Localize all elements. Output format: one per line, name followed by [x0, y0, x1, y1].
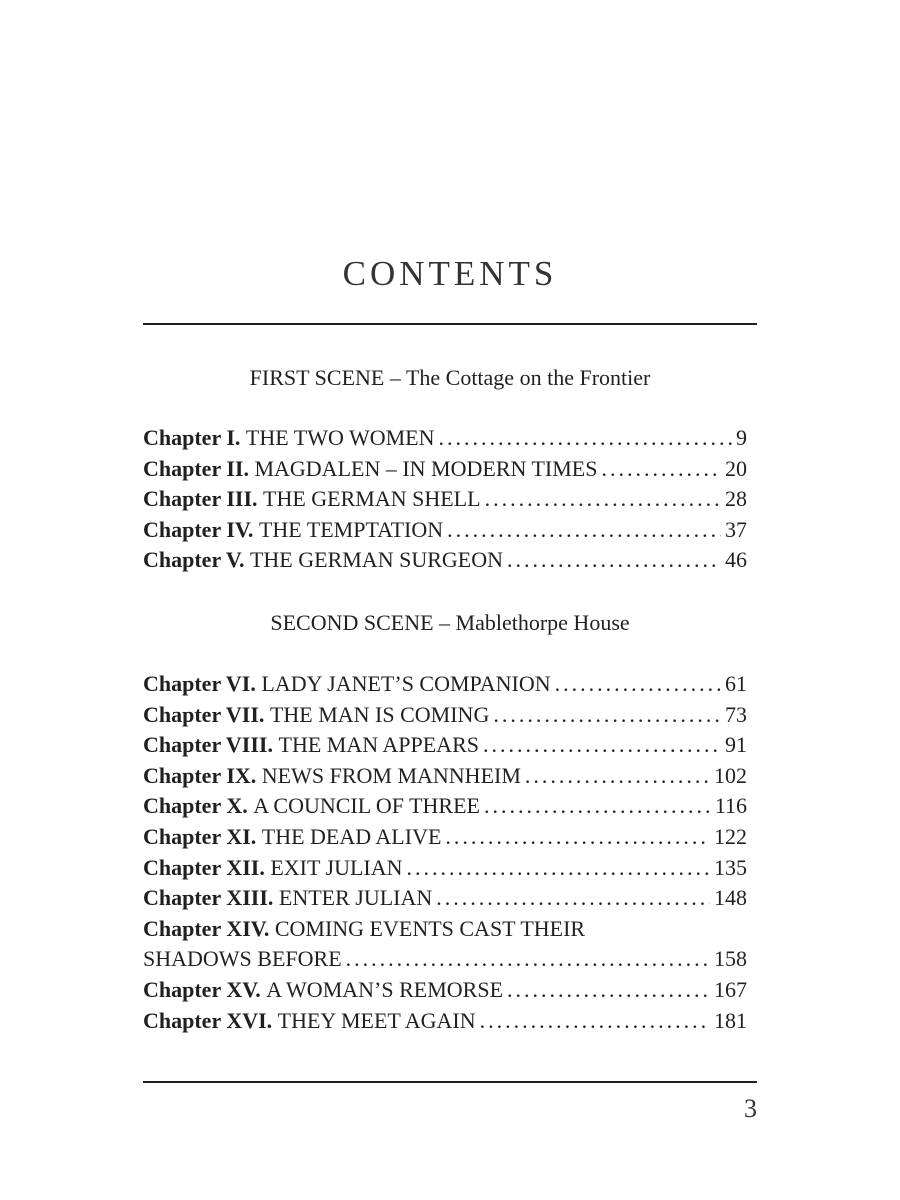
page-number: 158 [714, 946, 747, 972]
chapter-number: Chapter X. [143, 793, 248, 819]
chapter-number: Chapter XII. [143, 854, 265, 880]
page-number: 46 [725, 547, 747, 573]
toc-entry [143, 914, 747, 975]
dot-leader [525, 761, 710, 792]
first-scene-heading: FIRST SCENE – The Cottage on the Frontier [249, 365, 651, 390]
top-rule [143, 323, 757, 325]
chapter-title: MAGDALEN – IN MODERN TIMES [254, 455, 598, 481]
page-title: CONTENTS [342, 254, 558, 293]
chapter-number: Chapter IX. [143, 762, 257, 788]
toc-entry [143, 454, 747, 485]
chapter-title: THE MAN APPEARS [278, 732, 479, 758]
dot-leader [485, 484, 721, 515]
chapter-number: Chapter XIV. [143, 915, 270, 941]
chapter-title: A COUNCIL OF THREE [253, 793, 480, 819]
chapter-title: THE MAN IS COMING [269, 701, 490, 727]
chapter-number: Chapter VIII. [143, 732, 273, 758]
chapter-number: Chapter XV. [143, 976, 261, 1002]
chapter-title: THE GERMAN SURGEON [249, 547, 503, 573]
bottom-rule [143, 1081, 757, 1083]
page-number: 167 [714, 976, 747, 1002]
chapter-number: Chapter V. [143, 547, 245, 573]
dot-leader [507, 545, 721, 576]
chapter-number: Chapter IV. [143, 516, 254, 542]
page-number: 61 [725, 671, 747, 696]
page-number: 20 [725, 455, 747, 481]
dot-leader [483, 730, 721, 761]
chapter-number: Chapter XVI. [143, 1007, 273, 1033]
dot-leader [484, 791, 711, 822]
chapter-number: Chapter I. [143, 425, 241, 450]
page-number: 73 [725, 701, 747, 727]
page-number: 102 [714, 762, 747, 788]
toc-entry [143, 423, 747, 454]
dot-leader [601, 454, 721, 485]
chapter-number: Chapter VI. [143, 671, 256, 696]
dot-leader [507, 975, 710, 1006]
toc-entry [143, 484, 747, 515]
toc-entry [143, 791, 747, 822]
second-scene-chapter-list [143, 669, 747, 1036]
chapter-number: Chapter II. [143, 455, 249, 481]
chapter-title: THE TEMPTATION [258, 516, 444, 542]
chapter-title: THE DEAD ALIVE [261, 823, 442, 849]
chapter-title: COMING EVENTS CAST THEIR [274, 915, 586, 941]
chapter-number: Chapter XIII. [143, 885, 274, 911]
dot-leader [445, 822, 710, 853]
toc-entry [143, 883, 747, 914]
page-number: 28 [725, 486, 747, 512]
dot-leader [346, 944, 710, 975]
toc-entry [143, 545, 747, 576]
dot-leader [439, 423, 733, 454]
page-number: 181 [714, 1007, 747, 1033]
second-scene-heading: SECOND SCENE – Mablethorpe House [270, 610, 630, 635]
chapter-title: ENTER JULIAN [278, 885, 433, 911]
chapter-title-continued: SHADOWS BEFORE [143, 946, 342, 972]
toc-entry [143, 761, 747, 792]
toc-entry-line-2 [143, 944, 747, 975]
dot-leader [555, 669, 721, 700]
chapter-number: Chapter XI. [143, 823, 257, 849]
first-scene-chapter-list [143, 423, 747, 576]
chapter-number: Chapter VII. [143, 701, 265, 727]
dot-leader [493, 700, 721, 731]
page-number: 37 [725, 516, 747, 542]
page-number: 9 [736, 425, 747, 450]
chapter-title: LADY JANET’S COMPANION [261, 671, 551, 696]
toc-entry [143, 975, 747, 1006]
toc-entry [143, 515, 747, 546]
toc-entry-line-1 [143, 914, 747, 945]
chapter-title: THEY MEET AGAIN [277, 1007, 476, 1033]
page-number: 135 [714, 854, 747, 880]
dot-leader [480, 1006, 710, 1037]
toc-entry [143, 1006, 747, 1037]
toc-entry [143, 822, 747, 853]
chapter-title: THE GERMAN SHELL [263, 486, 481, 512]
chapter-title: EXIT JULIAN [270, 854, 403, 880]
toc-entry [143, 669, 747, 700]
page-number: 91 [725, 732, 747, 758]
dot-leader [407, 853, 710, 884]
toc-entry [143, 700, 747, 731]
page-number: 116 [714, 793, 747, 819]
chapter-title: A WOMAN’S REMORSE [266, 976, 504, 1002]
toc-entry [143, 853, 747, 884]
dot-leader [436, 883, 710, 914]
dot-leader [447, 515, 721, 546]
toc-entry [143, 730, 747, 761]
chapter-title: THE TWO WOMEN [245, 425, 435, 450]
page-number: 148 [714, 885, 747, 911]
chapter-title: NEWS FROM MANNHEIM [261, 762, 521, 788]
page-number: 122 [714, 823, 747, 849]
folio-page-number: 3 [744, 1094, 757, 1123]
chapter-number: Chapter III. [143, 486, 258, 512]
